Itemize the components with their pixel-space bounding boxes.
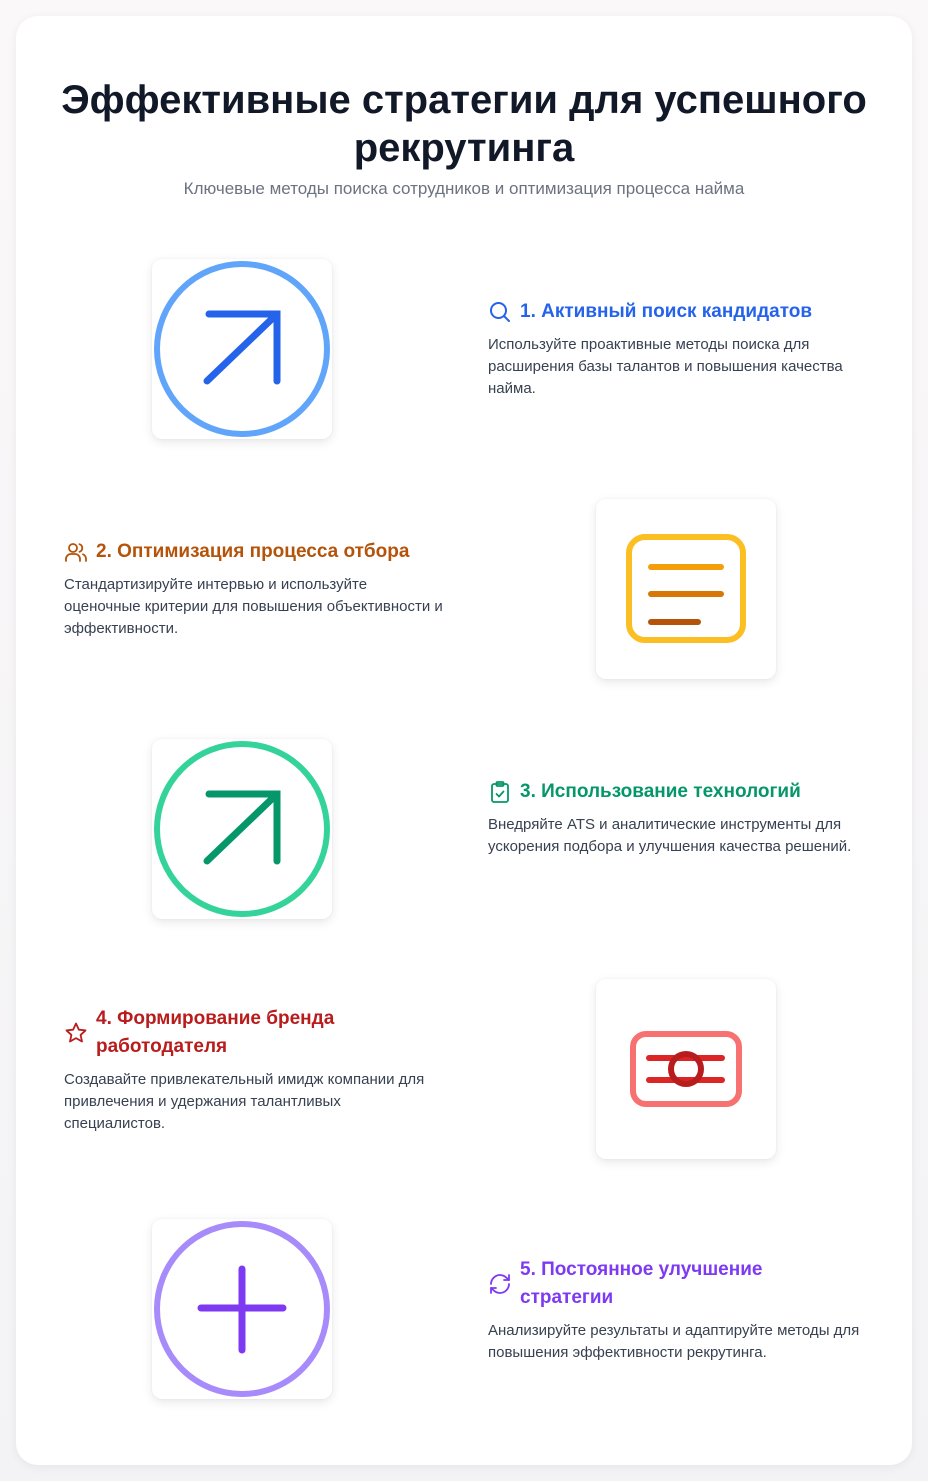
- strategy-2-heading: 2. Оптимизация процесса отбора: [96, 541, 410, 562]
- strategy-5-heading: 5. Постоянное улучшение стратегии: [520, 1259, 763, 1308]
- strategy-4-heading: 4. Формирование бренда работодателя: [96, 1008, 335, 1057]
- badge-card-icon: [596, 979, 776, 1159]
- page-title: Эффективные стратегии для успешного рекрутинга: [61, 78, 867, 170]
- document-lines-icon: [596, 499, 776, 679]
- strategy-1-description: Используйте проактивные методы поиска для расширения базы талантов и повышения качества найма.: [488, 336, 843, 397]
- illustration-tile-4: [596, 979, 776, 1159]
- illustration-tile-1: [152, 259, 332, 439]
- strategy-3: [488, 778, 868, 858]
- strategy-5-description: Анализируйте результаты и адаптируйте методы для повышения эффективности рекрутинга.: [488, 1322, 860, 1361]
- clipboard-check-icon: [488, 780, 512, 804]
- illustration-tile-3: [152, 739, 332, 919]
- strategy-3-description: Внедряйте ATS и аналитические инструменты для ускорения подбора и улучшения качества решений.: [488, 816, 852, 855]
- strategy-2-description: Стандартизируйте интервью и используйте оценочные критерии для повышения объективности и эффективности.: [64, 576, 443, 637]
- strategy-5: [488, 1256, 868, 1364]
- refresh-icon: [488, 1272, 512, 1296]
- search-icon: [488, 300, 512, 324]
- arrow-up-right-circle-icon: [152, 739, 332, 919]
- strategy-1-heading: 1. Активный поиск кандидатов: [520, 301, 813, 322]
- plus-circle-icon: [152, 1219, 332, 1399]
- strategy-4-description: Создавайте привлекательный имидж компании для привлечения и удержания талантливых специалистов.: [64, 1071, 425, 1132]
- strategy-2: [64, 538, 444, 640]
- main-card: [16, 16, 912, 1465]
- illustration-tile-2: [596, 499, 776, 679]
- arrow-up-right-circle-icon: [152, 259, 332, 439]
- strategy-1: [488, 298, 868, 400]
- star-icon: [64, 1021, 88, 1045]
- page-subtitle: Ключевые методы поиска сотрудников и оптимизация процесса найма: [183, 179, 745, 198]
- strategy-4: [64, 1005, 444, 1135]
- users-icon: [64, 540, 88, 564]
- strategy-3-heading: 3. Использование технологий: [520, 781, 801, 802]
- illustration-tile-5: [152, 1219, 332, 1399]
